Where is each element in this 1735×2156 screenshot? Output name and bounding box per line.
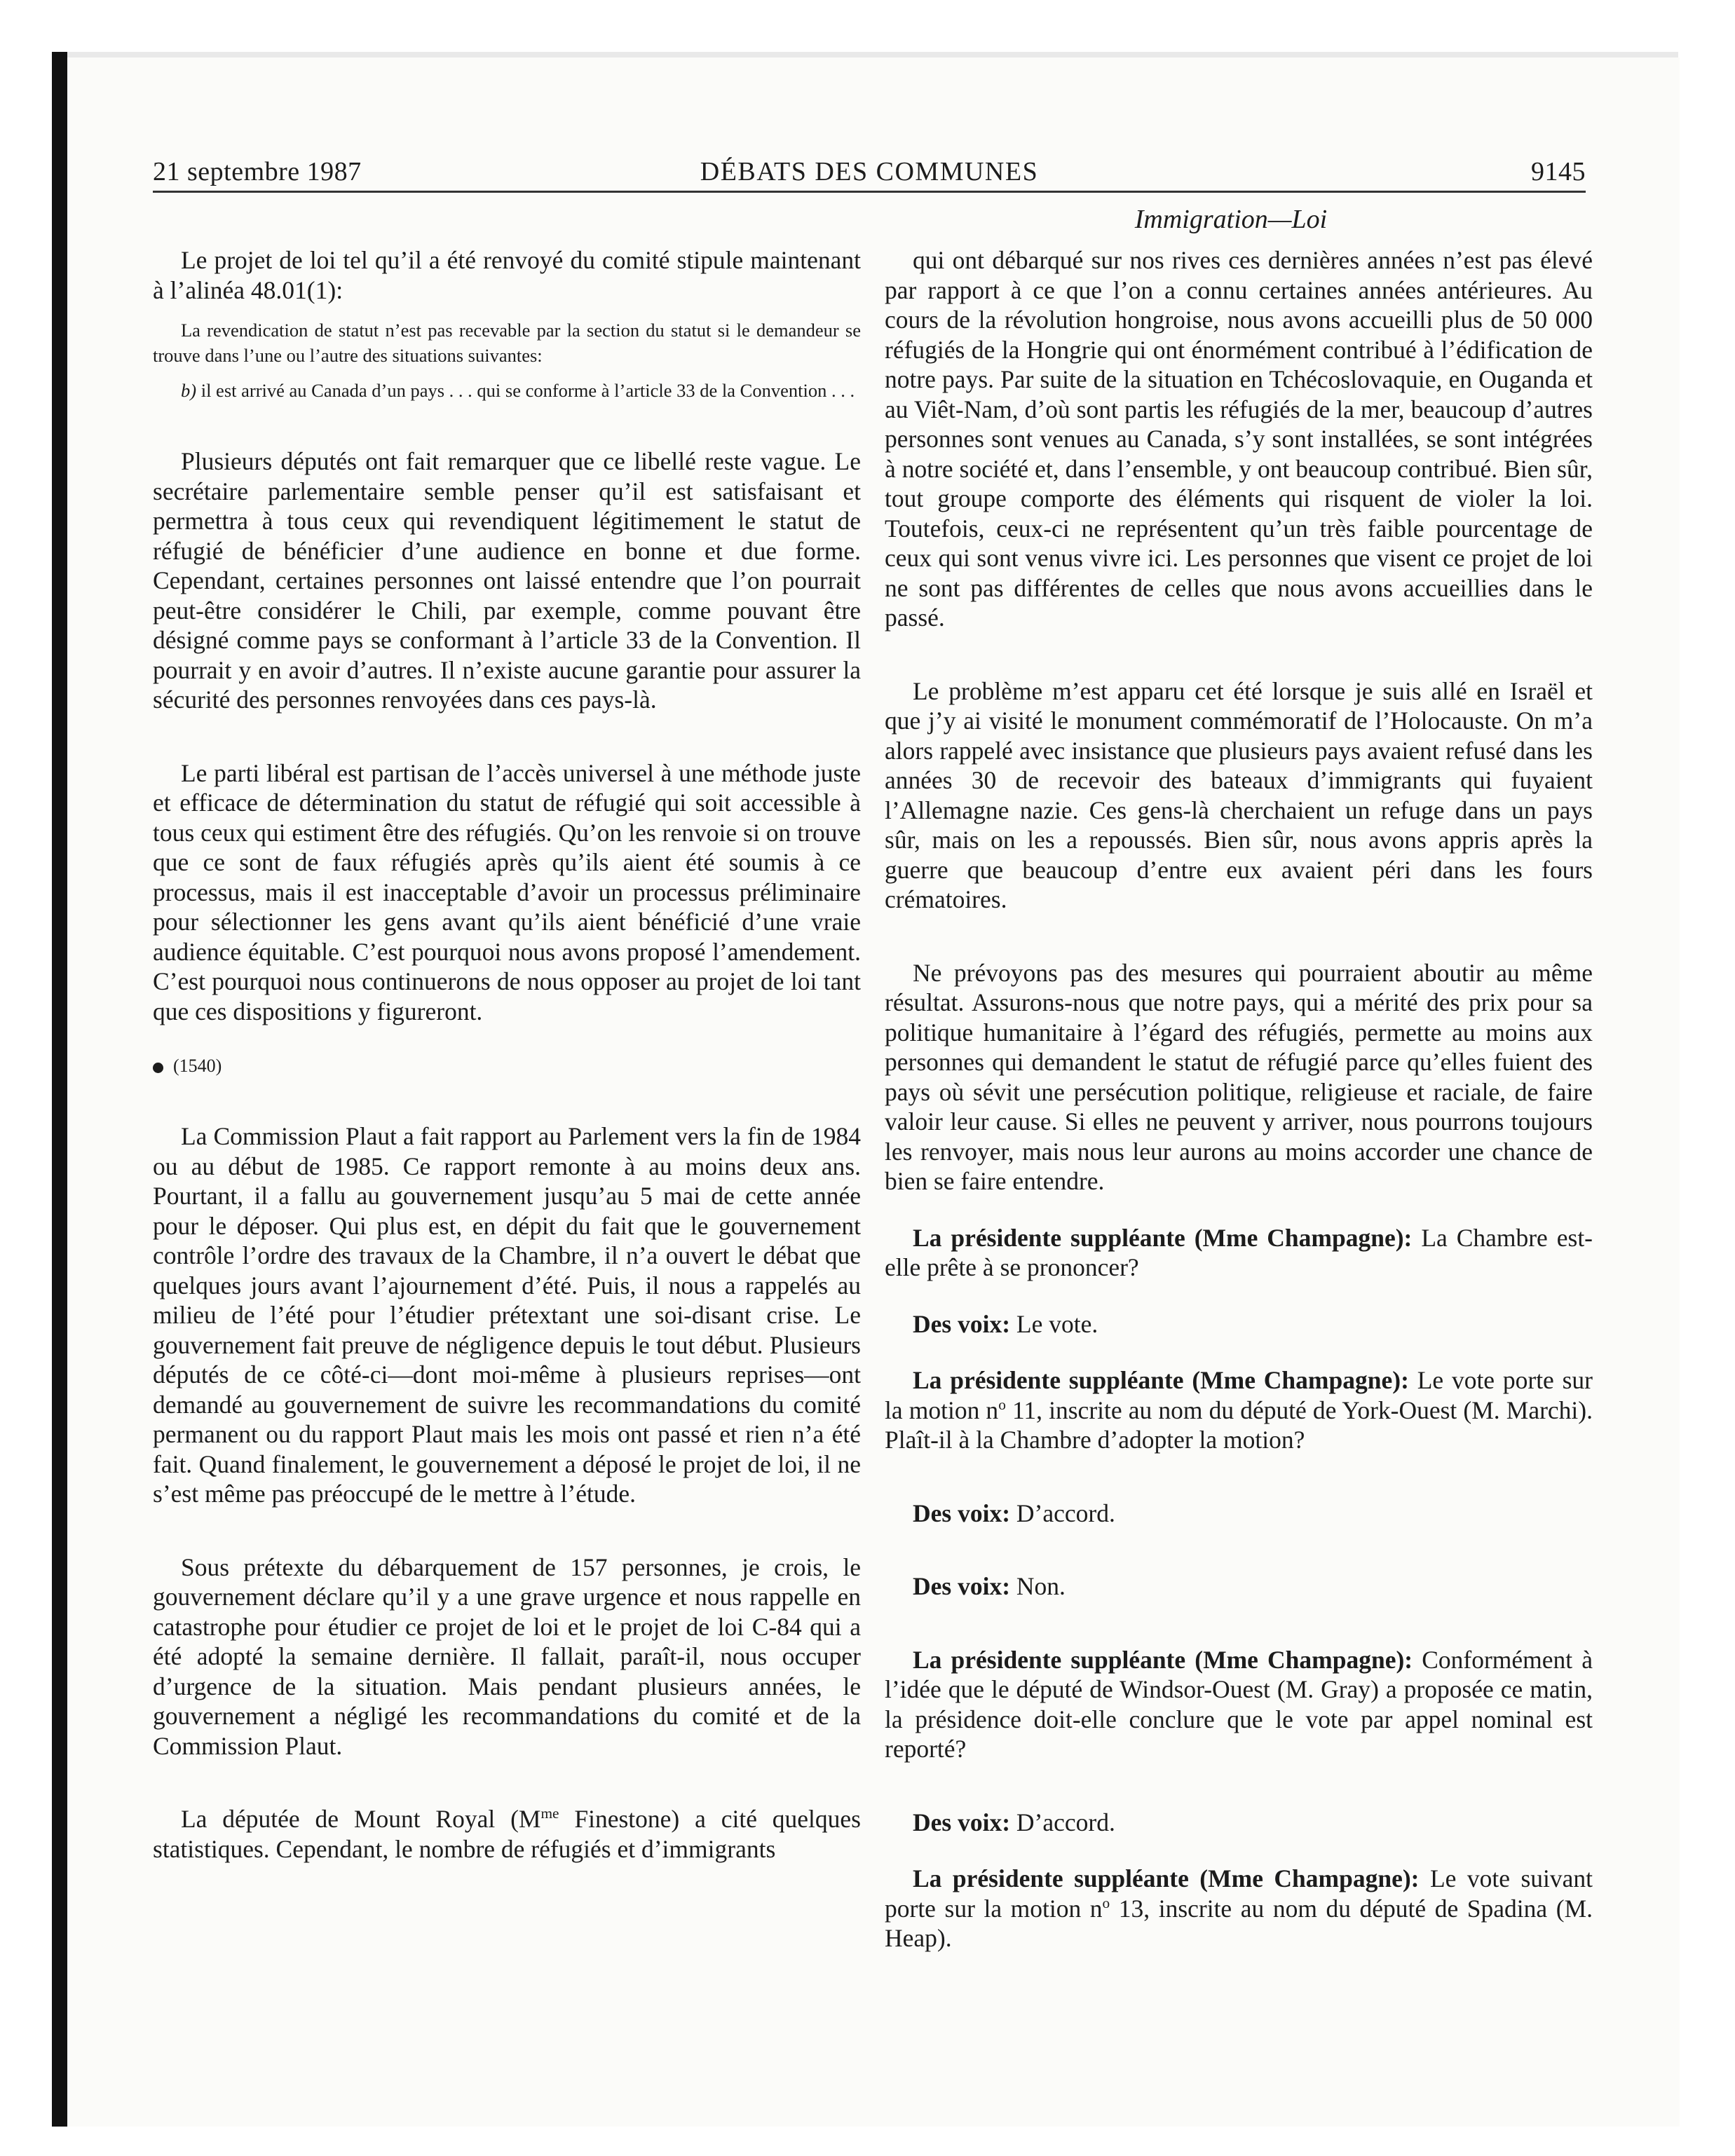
speech-turn — [885, 1864, 1593, 1953]
superscript: o — [998, 1396, 1006, 1413]
paragraph: Sous prétexte du débarquement de 157 personnes, je crois, le gouvernement déclare qu’il y a une grave urgence et nous rappelle en catastrophe pour étudier ce projet de loi et le projet de loi C-84 qui a été adopté la semaine dernière. Il fallait, paraît-il, nous occuper d’urgence de la situation. Mais pendant plusieurs années, le gouvernement a négligé les recommandations du comité et de la Commission Plaut. — [153, 1553, 861, 1760]
superscript: o — [1102, 1894, 1110, 1911]
speech-text: D’accord. — [1010, 1808, 1115, 1836]
speech-text: 13, inscrite au nom du député de Spadina (M. Heap). — [885, 1894, 1593, 1952]
speaker-name: Des voix: — [913, 1499, 1011, 1527]
speech-text: D’accord. — [1010, 1499, 1115, 1527]
section-title: Immigration—Loi — [1134, 205, 1328, 234]
paragraph: qui ont débarqué sur nos rives ces dernières années n’est pas élevé par rapport à ce que l’on a connu certaines années antérieures. Au cours de la révolution hongroise, nous avons accueilli plus de 50 000 réfugiés de la Hongrie qui ont énormément contribué à l’édification de notre pays. Par suite de la situation en Tchécoslovaquie, en Ouganda et au Viêt-Nam, d’où sont partis les réfugiés de la mer, beaucoup d’autres personnes sont venues au Canada, s’y sont installées, se sont intégrées à notre société et, dans l’ensemble, y ont beaucoup contribué. Bien sûr, tout groupe comporte des éléments qui risquent de violer la loi. Toutefois, ceux-ci ne représentent qu’un très faible pourcentage de ceux qui sont venus vivre ici. Les personnes que visent ce projet de loi ne sont pas différentes de celles que nous avons accueillies dans le passé. — [885, 246, 1593, 632]
speech-text: Conformément à l’idée que le député de Windsor-Ouest (M. Gray) a proposée ce matin, la présidence doit-elle conclure que le vote par appel nominal est reporté? — [885, 1645, 1593, 1763]
speech-text: Le vote. — [1010, 1309, 1098, 1338]
speaker-name: La présidente suppléante (Mme Champagne): — [913, 1366, 1409, 1394]
speech-text: Le vote porte sur la motion n — [885, 1366, 1593, 1424]
paragraph: Le parti libéral est partisan de l’accès universel à une méthode juste et efficace de détermination du statut de réfugié qui soit accessible à tous ceux qui estiment être des réfugiés. Qu’on les renvoie si on trouve que ce sont de faux réfugiés après qu’ils aient été soumis à ce processus, mais il est inacceptable d’avoir un processus préliminaire pour sélectionner les gens avant qu’ils aient bénéficié d’une vraie audience équitable. C’est pourquoi nous avons proposé l’amendement. C’est pourquoi nous continuerons de nous opposer au projet de loi tant que ces dispositions y figureront. — [153, 758, 861, 1025]
paragraph: Le problème m’est apparu cet été lorsque je suis allé en Israël et que j’y ai visité le monument commémoratif de l’Holocauste. On m’a alors rappelé avec insistance que plusieurs pays avaient refusé dans les années 30 de recevoir des bateaux d’immigrants qui fuyaient l’Allemagne nazie. Ces gens-là cherchaient un refuge dans un pays sûr, mais on les a repoussés. Bien sûr, nous avons appris après la guerre que beaucoup d’entre eux avaient péri dans les fours crématoires. — [885, 676, 1593, 913]
speech-turn — [885, 1571, 1593, 1602]
paragraph: La Commission Plaut a fait rapport au Parlement vers la fin de 1984 ou au début de 1985. Ce rapport remonte à au moins deux ans. Pourtant, il a fallu au gouvernement jusqu’au 5 mai de cette année pour le déposer. Qui plus est, en dépit du fait que le gouvernement contrôle l’ordre des travaux de la Chambre, il n’a ouvert le débat que quelques jours avant l’ajournement d’été. Puis, il nous a rappelés au milieu de l’été pour l’étudier prétextant une soi-disant crise. Le gouvernement fait preuve de négligence depuis le tout début. Plusieurs députés de ce côté-ci—dont moi-même à plusieurs reprises—ont demandé au gouvernement de suivre les recommandations du comité permanent ou du rapport Plaut mais les mois ont passé et rien n’a été fait. Quand finalement, le gouvernement a déposé le projet de loi, il ne s’est même pas préoccupé de le mettre à l’étude. — [153, 1122, 861, 1508]
speech-turn — [885, 1645, 1593, 1764]
header-page-number: 9145 — [1531, 157, 1586, 186]
speech-text: Le vote suivant porte sur la motion n — [885, 1864, 1593, 1923]
speech-turn — [885, 1309, 1593, 1339]
speech-text: La Chambre est-elle prête à se prononcer? — [885, 1223, 1593, 1281]
text-run: Finestone) a cité quelques statistiques. Cependant, le nombre de réfugiés et d’immigrants — [153, 1805, 861, 1863]
speech-text: Non. — [1010, 1572, 1066, 1600]
header-publication: DÉBATS DES COMMUNES — [700, 157, 1039, 186]
scan-edge-top — [52, 52, 1678, 57]
header-date: 21 septembre 1987 — [153, 157, 362, 186]
speaker-name: Des voix: — [913, 1572, 1011, 1600]
intro-paragraph: Le projet de loi tel qu’il a été renvoyé du comité stipule maintenant à l’alinéa 48.01(1): — [153, 246, 861, 304]
paragraph — [153, 1804, 861, 1864]
paragraph: Plusieurs députés ont fait remarquer que ce libellé reste vague. Le secrétaire parlementaire semble penser qu’il est satisfaisant et permettra à tous ceux qui revendiquent légitimement le statut de réfugié de bénéficier d’une audience en bonne et due forme. Cependant, certaines personnes ont laissé entendre que l’on pourrait peut-être considérer le Chili, par exemple, comme pouvant être désigné comme pays se conformant à l’article 33 de la Convention. Il pourrait y en avoir d’autres. Il n’existe aucune garantie pour assurer la sécurité des personnes renvoyées dans ces pays-là. — [153, 447, 861, 714]
speaker-name: La présidente suppléante (Mme Champagne): — [913, 1645, 1413, 1674]
speech-text: 11, inscrite au nom du député de York-Ouest (M. Marchi). Plaît-il à la Chambre d’adopter la motion? — [885, 1396, 1593, 1454]
text-run: La députée de Mount Royal (M — [181, 1805, 541, 1833]
speaker-name: Des voix: — [913, 1309, 1011, 1338]
speech-turn — [885, 1808, 1593, 1838]
bullet-icon — [153, 1063, 163, 1073]
time-marker — [153, 1054, 861, 1078]
left-column — [153, 245, 861, 1864]
quote-paragraph: La revendication de statut n’est pas recevable par la section du statut si le demandeur se trouve dans l’une ou l’autre des situations suivantes: — [153, 320, 861, 366]
bill-quotation — [153, 318, 861, 403]
speaker-name: La présidente suppléante (Mme Champagne): — [913, 1864, 1420, 1892]
superscript: me — [540, 1805, 559, 1822]
speaker-name: Des voix: — [913, 1808, 1011, 1836]
time-marker-text: (1540) — [173, 1056, 222, 1076]
scan-edge-left — [52, 52, 67, 2127]
speech-turn — [885, 1223, 1593, 1283]
running-header — [153, 153, 1586, 193]
speech-turn — [885, 1365, 1593, 1455]
speaker-name: La présidente suppléante (Mme Champagne): — [913, 1223, 1413, 1252]
speech-turn — [885, 1499, 1593, 1529]
paragraph: Ne prévoyons pas des mesures qui pourraient aboutir au même résultat. Assurons-nous que notre pays, qui a mérité des prix pour sa politique humanitaire à l’égard des réfugiés, permette au moins aux personnes qui demandent le statut de réfugié parce qu’elles fuient des pays où sévit une persécution politique, religieuse et raciale, de faire valoir leur cause. Si elles ne peuvent y arriver, nous pourrons toujours les renvoyer, mais nous leur aurons au moins accorder une chance de bien se faire entendre. — [885, 958, 1593, 1195]
quote-paragraph-b — [153, 378, 861, 403]
right-column — [885, 245, 1593, 1953]
quote-item-text: il est arrivé au Canada d’un pays . . . qui se conforme à l’article 33 de la Convention . . . — [196, 380, 855, 401]
quote-item-label: b) — [181, 380, 197, 401]
